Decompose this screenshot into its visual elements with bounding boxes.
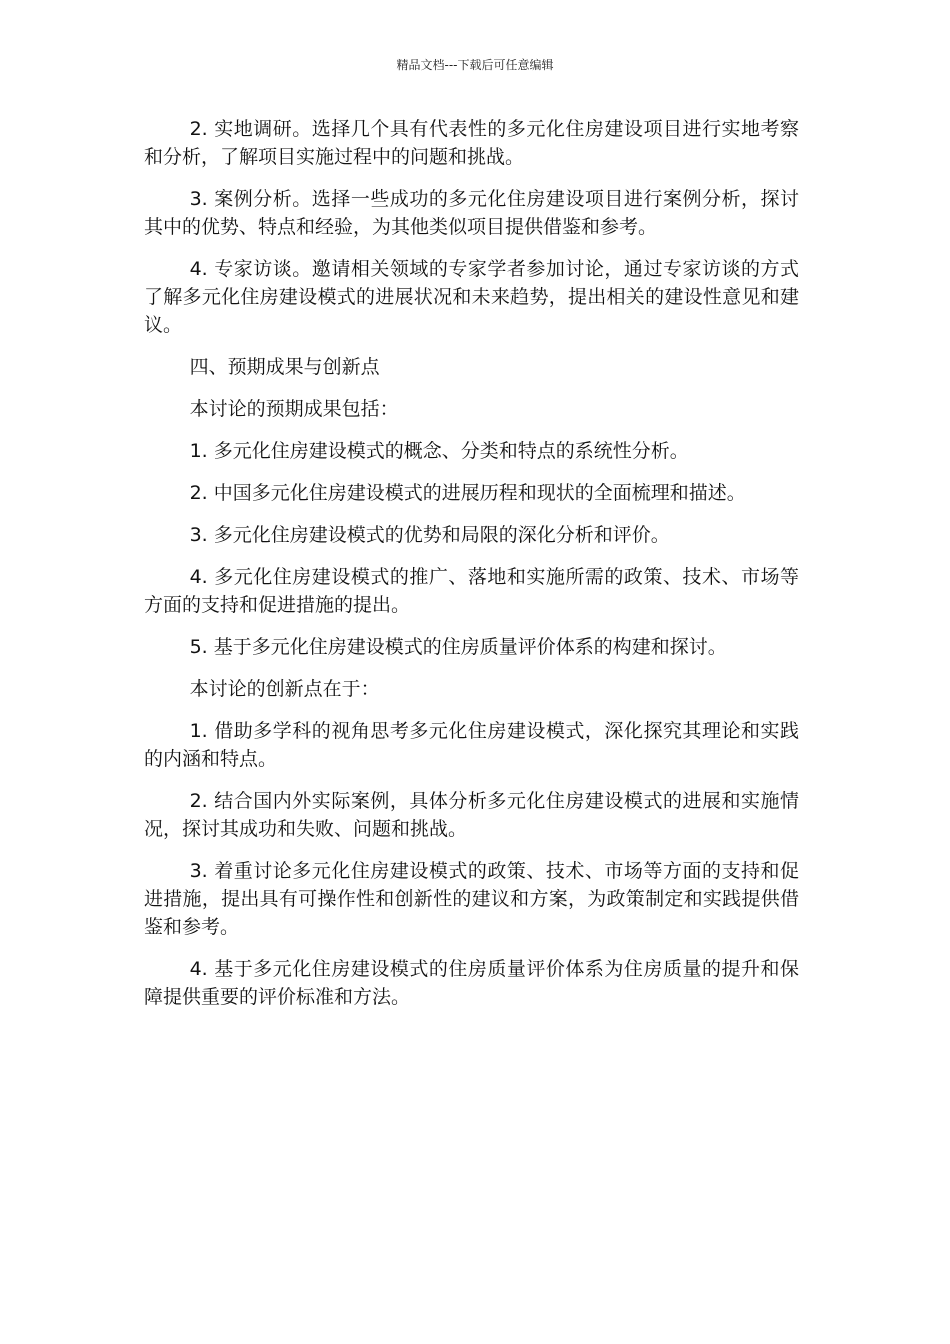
paragraph-innovation-intro: 本讨论的创新点在于： bbox=[189, 678, 380, 700]
list-item-result-3: 3. 多元化住房建设模式的优势和局限的深化分析和评价。 bbox=[189, 524, 670, 546]
paragraph-case-analysis: 3. 案例分析。选择一些成功的多元化住房建设项目进行案例分析，探讨其中的优势、特点和经验，为其他类似项目提供借鉴和参考。 bbox=[144, 188, 799, 238]
list-item-innovation-4: 4. 基于多元化住房建设模式的住房质量评价体系为住房质量的提升和保障提供重要的评价标准和方法。 bbox=[144, 958, 799, 1008]
page-header: 精品文档---下载后可任意编辑 bbox=[396, 58, 554, 72]
list-item-result-1: 1. 多元化住房建设模式的概念、分类和特点的系统性分析。 bbox=[189, 440, 689, 462]
list-item-innovation-2: 2. 结合国内外实际案例，具体分析多元化住房建设模式的进展和实施情况，探讨其成功和失败、问题和挑战。 bbox=[144, 790, 799, 840]
list-item-result-4: 4. 多元化住房建设模式的推广、落地和实施所需的政策、技术、市场等方面的支持和促进措施的提出。 bbox=[144, 566, 799, 616]
list-item-result-2: 2. 中国多元化住房建设模式的进展历程和现状的全面梳理和描述。 bbox=[189, 482, 746, 504]
paragraph-expert-interview: 4. 专家访谈。邀请相关领域的专家学者参加讨论，通过专家访谈的方式了解多元化住房建设模式的进展状况和未来趋势，提出相关的建设性意见和建议。 bbox=[144, 258, 799, 336]
paragraph-expected-results-intro: 本讨论的预期成果包括： bbox=[189, 398, 399, 420]
list-item-result-5: 5. 基于多元化住房建设模式的住房质量评价体系的构建和探讨。 bbox=[189, 636, 727, 658]
list-item-innovation-3: 3. 着重讨论多元化住房建设模式的政策、技术、市场等方面的支持和促进措施，提出具有可操作性和创新性的建议和方案，为政策制定和实践提供借鉴和参考。 bbox=[144, 860, 799, 938]
paragraph-field-research: 2. 实地调研。选择几个具有代表性的多元化住房建设项目进行实地考察和分析，了解项目实施过程中的问题和挑战。 bbox=[144, 118, 799, 168]
list-item-innovation-1: 1. 借助多学科的视角思考多元化住房建设模式，深化探究其理论和实践的内涵和特点。 bbox=[144, 720, 799, 770]
section-heading: 四、预期成果与创新点 bbox=[189, 356, 380, 378]
document-body bbox=[144, 115, 799, 1025]
